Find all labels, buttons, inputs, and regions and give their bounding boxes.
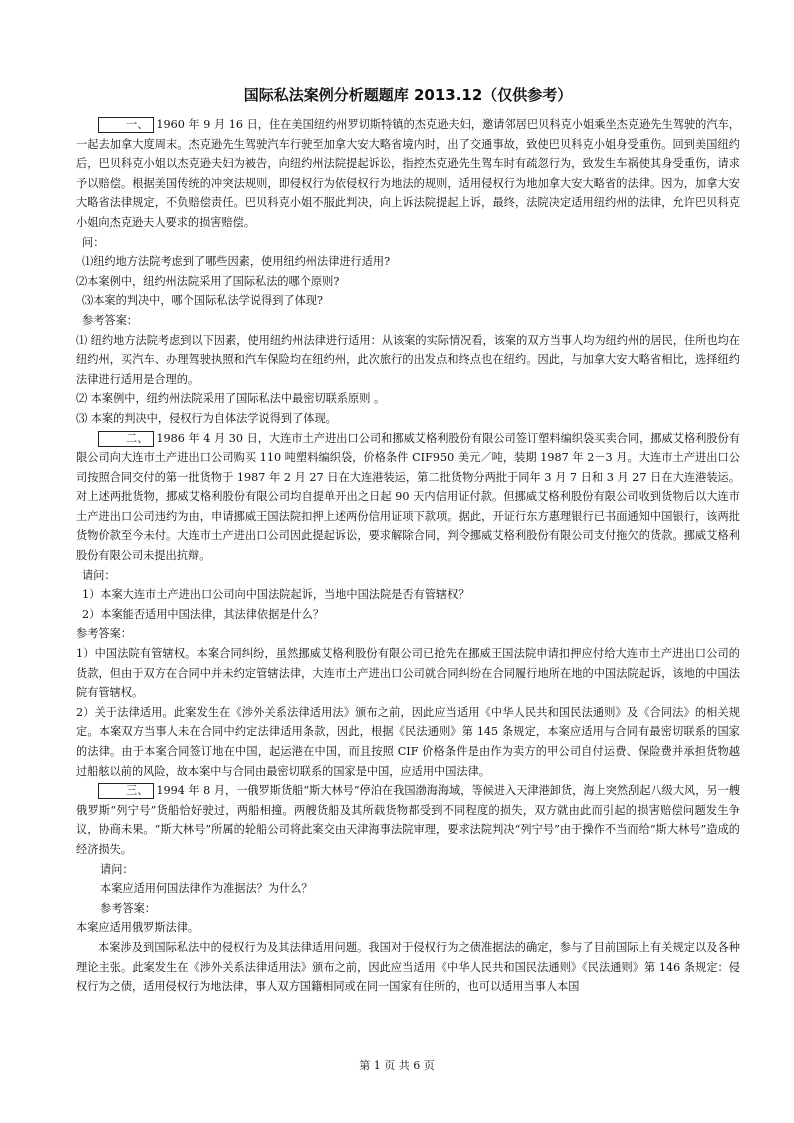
case3-answer-label: 参考答案： [100, 901, 156, 915]
document-page [76, 84, 740, 997]
case3-question-label: 请问： [100, 862, 134, 876]
case2-question-1: 1）本案大连市土产进出口公司向中国法院起诉，当地中国法院是否有管辖权？ [82, 588, 470, 602]
case3-number: 三、 [98, 783, 154, 799]
page-footer: 第 1 页 共 6 页 [359, 1059, 435, 1072]
case3-answer-0: 本案应适用俄罗斯法律。 [76, 921, 200, 935]
case2-answer-1: 1）中国法院有管辖权。本案合同纠纷，虽然挪威艾格利股份有限公司已抢先在挪威王国法院申请扣押应付给大连市土产进出口公司的货款，但由于双方在合同中并未约定管辖法律，大连市土产进出口公司就合同纠纷在合同履行地所在地的中国法院起诉，该地的中国法院有管辖权。 [76, 647, 740, 700]
case1-answer-3: ⑶ 本案的判决中，侵权行为自体法学说得到了体现。 [76, 411, 337, 425]
case1-number: 一、 [98, 117, 154, 133]
case1-answer-label: 参考答案： [82, 313, 138, 327]
case2-question-label: 请问： [82, 568, 116, 582]
case2-answer-label: 参考答案： [76, 627, 132, 641]
case1-answer-2: ⑵ 本案例中，纽约州法院采用了国际私法中最密切联系原则 。 [76, 392, 386, 406]
case1-paragraph [76, 115, 740, 233]
case3-answer-1: 本案涉及到国际私法中的侵权行为及其法律适用问题。我国对于侵权行为之债准据法的确定，参与了目前国际上有关规定以及各种理论主张。此案发生在《涉外关系法律适用法》颁布之前，因此应当适用《中华人民共和国民法通则》《民法通则》第 146 条规定：侵权行为之债，适用侵权行为地法律，事人双方国籍相同或在同一国家有住所的，也可以适用当事人本国 [76, 940, 740, 994]
case3-paragraph [76, 781, 740, 859]
case1-answer-1: ⑴ 纽约地方法院考虑到以下因素，使用纽约州法律进行适用：从该案的实际情况看，该案的双方当事人均为纽约州的居民，住所也均在纽约州，买汽车、办理驾驶执照和汽车保险均在纽约州，此次旅行的出发点和终点也在纽约。因此，与加拿大安大略省相比，选择纽约法律进行适用是合理的。 [76, 333, 740, 386]
case2-number: 二、 [98, 431, 154, 447]
case2-question-2: 2）本案能否适用中国法律，其法律依据是什么？ [82, 607, 325, 621]
case1-question-1: ⑴纽约地方法院考虑到了哪些因素，使用纽约州法律进行适用? [82, 255, 391, 269]
case2-body: 1986 年 4 月 30 日，大连市土产进出口公司和挪威艾格利股份有限公司签订塑料编织袋买卖合同，挪威艾格利股份有限公司向大连市土产进出口公司购买 110 吨塑料编织袋，价格条件 CIF950 美元／吨，装期 1987 年 2－3 月。大连市土产进出口公司按照合同交付的第一批货物于 1987 年 2 月 27 日在大连港装运，第二批货物分两批于同年 3 月 7 日和 3 月 27 日在大连港装运。对上述两批货物，挪威艾格利股份有限公司均自提单开出之日起 90 天内信用证付款。但挪威艾格利股份有限公司收到货物后以大连市土产进出口公司违约为由，申请挪威王国法院扣押上述两份信用证项下款项。据此，开证行东方惠理银行已书面通知中国银行，该两批货物价款至今未付。大连市土产进出口公司因此提起诉讼，要求解除合同，判令挪威艾格利股份有限公司支付拖欠的货款。挪威艾格利股份有限公司未提出抗辩。 [76, 431, 740, 563]
case1-body: 1960 年 9 月 16 日，住在美国纽约州罗切斯特镇的杰克逊夫妇，邀请邻居巴贝科克小姐乘坐杰克逊先生驾驶的汽车，一起去加拿大度周末。杰克逊先生驾驶汽车行驶至加拿大安大略省境内时，出了交通事故，致使巴贝科克小姐身受重伤。回到美国纽约后，巴贝科克小姐以杰克逊夫妇为被告，向纽约州法院提起诉讼，指控杰克逊先生驾车时有疏忽行为，致发生车祸使其身受重伤，请求予以赔偿。根据美国传统的冲突法规则，即侵权行为依侵权行为地法的规则，适用侵权行为地加拿大安大略省的法律。因为，加拿大安大略省法律规定，不负赔偿责任。巴贝科克小姐不服此判决，向上诉法院提起上诉，最终，法院决定适用纽约州的法律，允许巴贝科克小姐向杰克逊夫人要求的损害赔偿。 [76, 118, 740, 229]
case1-question-3: ⑶本案的判决中，哪个国际私法学说得到了体现? [82, 294, 323, 308]
document-title: 国际私法案例分析题题库 2013.12（仅供参考） [243, 86, 573, 104]
case2-answer-2: 2）关于法律适用。此案发生在《涉外关系法律适用法》颁布之前，因此应当适用《中华人民共和国民法通则》及《合同法》的相关规定。本案双方当事人未在合同中约定法律适用条款，因此，根据《民法通则》第 145 条规定，本案应适用与合同有最密切联系的国家的法律。由于本案合同签订地在中国，起运港在中国，而且按照 CIF 价格条件是由作为卖方的甲公司自付运费、保险费并承担货物越过船舷以前的风险，故本案中与合同由最密切联系的国家是中国，应适用中国法律。 [76, 705, 740, 778]
case1-question-2: ⑵本案例中，纽约州法院采用了国际私法的哪个原则? [76, 274, 340, 288]
case1-question-label: 问： [82, 235, 105, 249]
case3-body: 1994 年 8 月，一俄罗斯货船“斯大林号”停泊在我国渤海海域，等候进入天津港卸货，海上突然刮起八级大风，另一艘俄罗斯“列宁号”货船恰好驶过，两船相撞。两艘货船及其所载货物都受到不同程度的损失，双方就由此而引起的损害赔偿问题发生争议，协商未果。“斯大林号”所属的轮船公司将此案交由天津海事法院审理，要求法院判决“列宁号”由于操作不当而给“斯大林号”造成的经济损失。 [76, 784, 740, 856]
case2-paragraph [76, 429, 740, 566]
case3-question-1: 本案应适用何国法律作为准据法？为什么？ [100, 882, 313, 896]
